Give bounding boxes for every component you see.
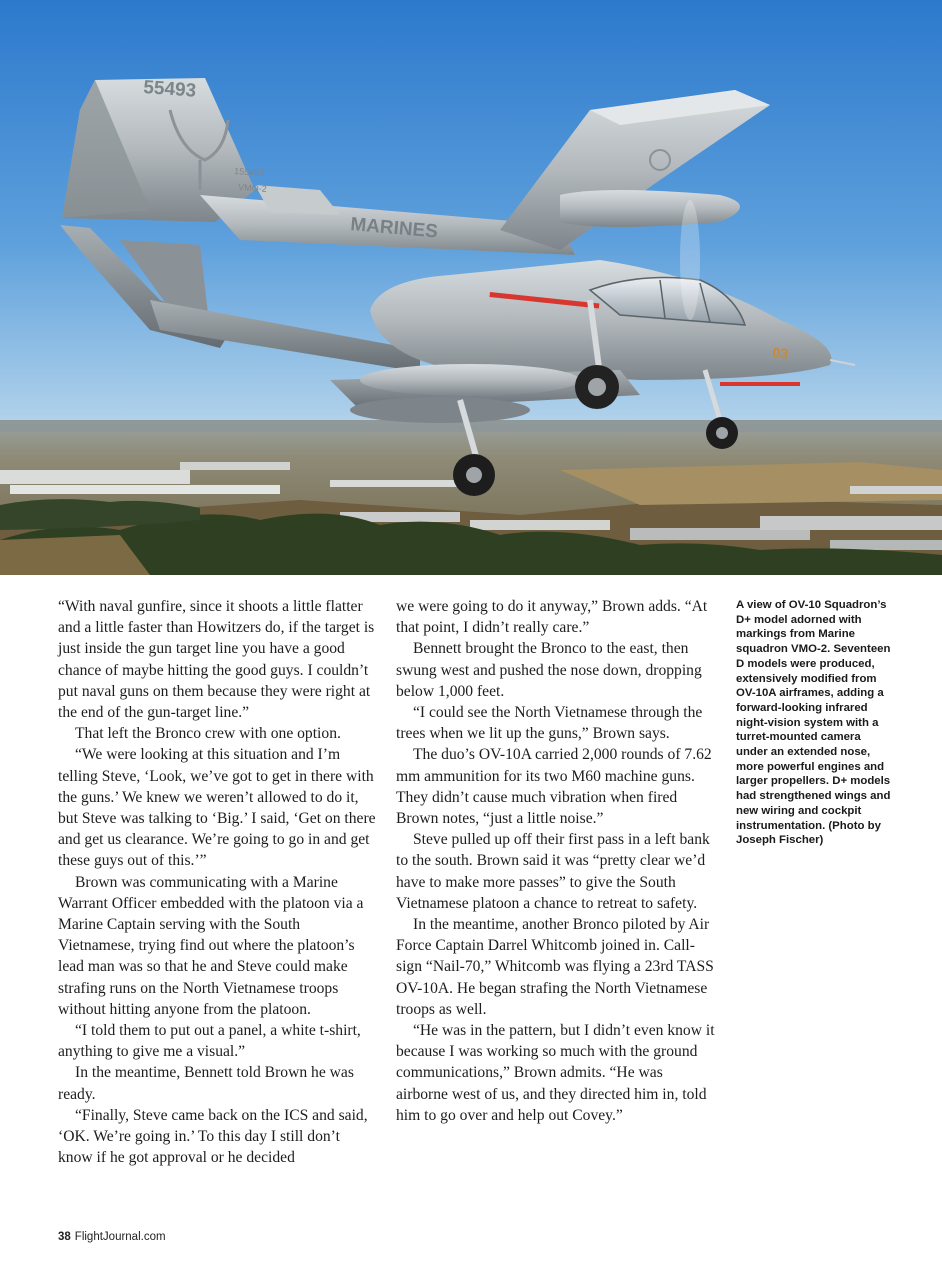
paragraph: That left the Bronco crew with one option. bbox=[75, 725, 341, 743]
page-number: 38 bbox=[58, 1231, 71, 1243]
tail-number: 55493 bbox=[142, 77, 197, 102]
paragraph: “I could see the North Vietnamese through the trees when we lit up the guns,” Brown says. bbox=[396, 704, 703, 743]
aircraft-photo bbox=[0, 0, 942, 575]
paragraph: “With naval gunfire, since it shoots a little flatter and a little faster than Howitzers do, if the target is just inside the gun target line you have a good chance of maybe hitting the good guys. I couldn’t put naval guns on them because they were right at the end of the gun-target line.” bbox=[58, 598, 375, 722]
publication-site: FlightJournal.com bbox=[74, 1231, 166, 1243]
tail-squadron-code: VMO-2 bbox=[237, 182, 268, 194]
paragraph: In the meantime, Bennett told Brown he was ready. bbox=[58, 1064, 354, 1103]
paragraph: The duo’s OV-10A carried 2,000 rounds of 7.62 mm ammunition for its two M60 machine guns. They didn’t cause much vibration when fired Brown notes, “just a little noise.” bbox=[396, 746, 712, 828]
paragraph: Brown was communicating with a Marine Warrant Officer embedded with the platoon via a Marine Captain serving with the South Vietnamese, trying find out where the platoon’s lead man was so that he and Steve could make strafing runs on the North Vietnamese troops without hitting anyone from the platoon. bbox=[58, 873, 364, 1018]
paragraph: In the meantime, another Bronco piloted by Air Force Captain Darrel Whitcomb joined in. Call-sign “Nail-70,” Whitcomb was flying a 23rd TASS OV-10A. He began strafing the North Vietnamese troops as well. bbox=[396, 916, 714, 1018]
article-column-1 bbox=[58, 596, 378, 1168]
tail-small-number: 155493 bbox=[233, 166, 265, 179]
article-column-2 bbox=[396, 596, 716, 1126]
paragraph: “I told them to put out a panel, a white t-shirt, anything to give me a visual.” bbox=[58, 1022, 361, 1061]
paragraph: we were going to do it anyway,” Brown adds. “At that point, I didn’t really care.” bbox=[396, 598, 708, 637]
paragraph: Bennett brought the Bronco to the east, then swung west and pushed the nose down, dropping below 1,000 feet. bbox=[396, 640, 702, 700]
paragraph: “Finally, Steve came back on the ICS and said, ‘OK. We’re going in.’ To this day I still don’t know if he got approval or he decided bbox=[58, 1106, 368, 1167]
photo-caption: A view of OV-10 Squadron’s D+ model adorned with markings from Marine squadron VMO-2. Seventeen D models were produced, extensively modified from OV-10A airframes, adding a forward-looking infrared night-vision system with a turret-mounted camera under an extended nose, more powerful engines and larger propellers. D+ models had strengthened wings and new wiring and cockpit instrumentation. (Photo by Joseph Fischer) bbox=[736, 599, 891, 847]
paragraph: “We were looking at this situation and I’m telling Steve, ‘Look, we’ve got to get in there with the guns.’ We knew we weren’t allowed to do it, but Steve was talking to ‘Big.’ I said, ‘Get on there and get us clearance. We’re going to go in and get these guys out of this.’” bbox=[58, 746, 376, 870]
nose-number: 03 bbox=[771, 344, 789, 362]
fuselage-marking: MARINES bbox=[349, 214, 439, 243]
paragraph: “He was in the pattern, but I didn’t even know it because I was working so much with the ground communications,” Brown admits. “He was airborne west of us, and they directed him in, told him to go over and help out Covey.” bbox=[396, 1022, 715, 1124]
paragraph: Steve pulled up off their first pass in a left bank to the south. Brown said it was “pretty clear we’d have to make more passes” to give the South Vietnamese platoon a chance to retreat to safety. bbox=[396, 831, 710, 912]
page-footer bbox=[58, 1231, 166, 1243]
